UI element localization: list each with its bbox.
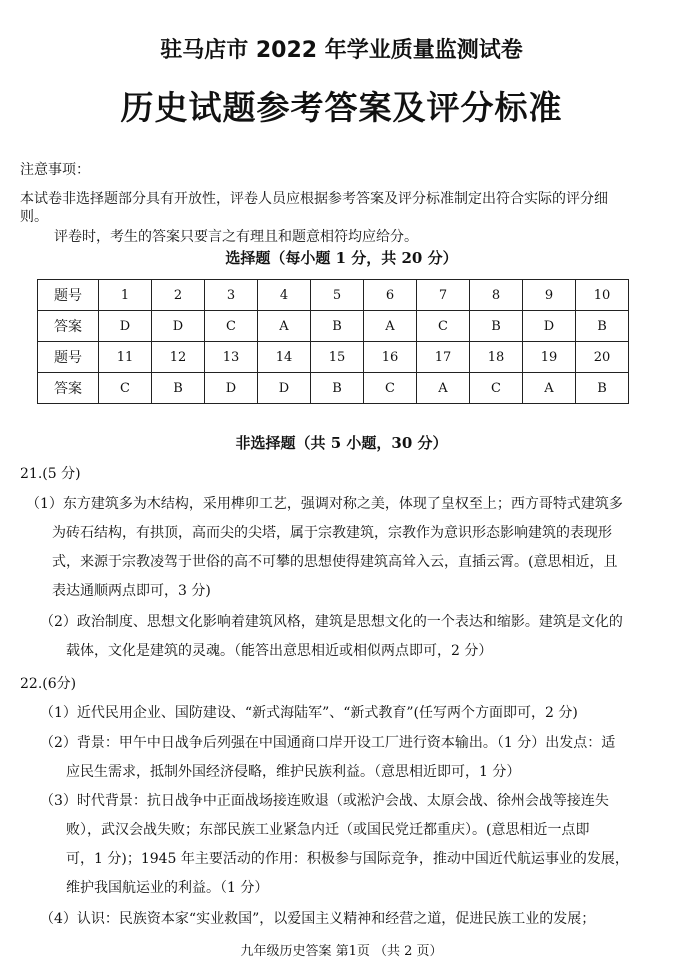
- answer-cell: D: [258, 373, 311, 404]
- notice-line: 则。: [20, 209, 48, 225]
- answer-cell: D: [205, 373, 258, 404]
- answer-cell: C: [470, 373, 523, 404]
- page-footer: 九年级历史答案 第1页 （共 2 页）: [240, 944, 443, 959]
- row-label: 题号: [38, 342, 99, 373]
- notice-heading: 注意事项：: [20, 162, 90, 178]
- answer-cell: D: [99, 311, 152, 342]
- answer-cell: C: [364, 373, 417, 404]
- answer-cell: D: [523, 311, 576, 342]
- answer-cell: B: [576, 373, 629, 404]
- notice-line: 评卷时，考生的答案只要言之有理且和题意相符均应给分。: [54, 229, 418, 245]
- document-title: 历史试题参考答案及评分标准: [120, 88, 563, 127]
- question-21-heading: 21.(5 分): [20, 466, 81, 482]
- question-number: 9: [523, 280, 576, 311]
- question-22-heading: 22.(6分): [20, 676, 77, 692]
- answer-cell: B: [152, 373, 205, 404]
- question-number: 6: [364, 280, 417, 311]
- answer-cell: B: [576, 311, 629, 342]
- row-label: 题号: [38, 280, 99, 311]
- answer-cell: A: [364, 311, 417, 342]
- non-mcq-section-title: 非选择题（共 5 小题，30 分）: [235, 434, 448, 452]
- answer-line: 式，来源于宗教凌驾于世俗的高不可攀的思想使得建筑高耸入云，直插云霄。(意思相近，且: [52, 554, 618, 570]
- question-number: 18: [470, 342, 523, 373]
- answer-cell: B: [311, 373, 364, 404]
- answer-line: 可，1 分)；1945 年主要活动的作用：积极参与国际竞争，推动中国近代航运事业的发展，: [66, 851, 629, 867]
- answer-line: （1）东方建筑多为木结构，采用榫卯工艺，强调对称之美，体现了皇权至上；西方哥特式建筑多: [26, 496, 623, 512]
- answer-cell: A: [417, 373, 470, 404]
- question-number: 19: [523, 342, 576, 373]
- question-number: 7: [417, 280, 470, 311]
- table-row: [38, 342, 629, 373]
- row-label: 答案: [38, 311, 99, 342]
- table-row: [38, 311, 629, 342]
- question-number: 15: [311, 342, 364, 373]
- answer-cell: C: [417, 311, 470, 342]
- row-label: 答案: [38, 373, 99, 404]
- exam-title: 驻马店市 2022 年学业质量监测试卷: [160, 38, 523, 63]
- table-row: [38, 373, 629, 404]
- notice-line: 本试卷非选择题部分具有开放性，评卷人员应根据参考答案及评分标准制定出符合实际的评分细: [20, 191, 608, 207]
- answer-line: 败），武汉会战失败；东部民族工业紧急内迁（或国民党迁都重庆）。(意思相近一点即: [66, 822, 590, 838]
- answer-line: 维护我国航运业的利益。（1 分）: [66, 880, 269, 896]
- question-number: 1: [99, 280, 152, 311]
- question-number: 14: [258, 342, 311, 373]
- question-number: 20: [576, 342, 629, 373]
- answer-cell: A: [258, 311, 311, 342]
- question-number: 3: [205, 280, 258, 311]
- answer-line: （2）背景：甲午中日战争后列强在中国通商口岸开设工厂进行资本输出。（1 分）出发点：适: [40, 735, 616, 751]
- answer-line: （4）认识：民族资本家“实业救国”，以爱国主义精神和经营之道，促进民族工业的发展；: [40, 911, 596, 927]
- answer-line: （2）政治制度、思想文化影响着建筑风格，建筑是思想文化的一个表达和缩影。建筑是文化的: [40, 614, 623, 630]
- answer-cell: C: [99, 373, 152, 404]
- answer-cell: D: [152, 311, 205, 342]
- question-number: 12: [152, 342, 205, 373]
- answer-cell: A: [523, 373, 576, 404]
- answer-cell: B: [470, 311, 523, 342]
- answer-table: [37, 279, 629, 404]
- question-number: 5: [311, 280, 364, 311]
- answer-line: 表达通顺两点即可，3 分): [52, 583, 211, 599]
- table-row: [38, 280, 629, 311]
- answer-line: （3）时代背景：抗日战争中正面战场接连败退（或淞沪会战、太原会战、徐州会战等接连失: [40, 793, 609, 809]
- question-number: 2: [152, 280, 205, 311]
- mcq-section-title: 选择题（每小题 1 分，共 20 分）: [225, 249, 458, 267]
- question-number: 13: [205, 342, 258, 373]
- answer-line: 为砖石结构，有拱顶，高而尖的尖塔，属于宗教建筑，宗教作为意识形态影响建筑的表现形: [52, 525, 612, 541]
- answer-cell: B: [311, 311, 364, 342]
- answer-line: （1）近代民用企业、国防建设、“新式海陆军”、“新式教育”(任写两个方面即可，2 分): [40, 705, 578, 721]
- answer-line: 应民生需求，抵制外国经济侵略，维护民族利益。（意思相近即可，1 分）: [66, 764, 521, 780]
- question-number: 11: [99, 342, 152, 373]
- question-number: 16: [364, 342, 417, 373]
- question-number: 4: [258, 280, 311, 311]
- question-number: 17: [417, 342, 470, 373]
- question-number: 8: [470, 280, 523, 311]
- answer-line: 载体，文化是建筑的灵魂。（能答出意思相近或相似两点即可，2 分）: [66, 643, 493, 659]
- answer-cell: C: [205, 311, 258, 342]
- question-number: 10: [576, 280, 629, 311]
